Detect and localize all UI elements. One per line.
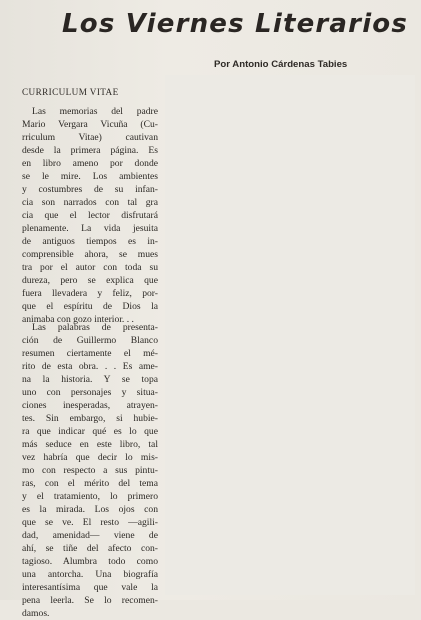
- text-line: que el espíritu de Dios la: [22, 301, 158, 312]
- text-line: ahí, se tiñe del afecto con-: [22, 543, 158, 554]
- text-line: comprensible ahora, se mues: [22, 249, 158, 260]
- text-line: rriculum Vitae) cautivan: [22, 132, 158, 143]
- text-line: damos.: [22, 608, 50, 619]
- text-line: plenamente. La vida jesuita: [22, 223, 158, 234]
- text-line: rito de esta obra. . . Es ame-: [22, 361, 158, 372]
- text-line: se le mire. Los ambientes: [22, 171, 158, 182]
- text-line: ciones inesperadas, atrayen-: [22, 400, 158, 411]
- blank-column: [165, 75, 415, 595]
- text-line: Mario Vergara Vicuña (Cu-: [22, 119, 158, 130]
- paragraph-1: [22, 105, 158, 326]
- paragraph-2: [22, 321, 158, 620]
- text-line: en libro ameno por donde: [22, 158, 158, 169]
- author-byline: Por Antonio Cárdenas Tabies: [214, 59, 348, 70]
- text-line: pena leerla. Se lo recomen-: [22, 595, 158, 606]
- text-line: ción de Guillermo Blanco: [22, 335, 158, 346]
- text-line: resumen ciertamente el mé-: [22, 348, 158, 359]
- text-line: dureza, pero se explica que: [22, 275, 158, 286]
- text-line: tagioso. Alumbra todo como: [22, 556, 158, 567]
- text-line: mo con respecto a sus pintu-: [22, 465, 158, 476]
- text-line: vez habría que decir lo mis-: [22, 452, 158, 463]
- text-line: y el tratamiento, lo primero: [22, 491, 158, 502]
- text-line: y costumbres de su infan-: [22, 184, 158, 195]
- text-line: Las palabras de presenta-: [32, 322, 158, 333]
- text-line: cia que el lector disfrutará: [22, 210, 158, 221]
- text-line: una antorcha. Una biografía: [22, 569, 158, 580]
- text-line: fuera llevadera y feliz, por-: [22, 288, 158, 299]
- text-line: más seduce en este libro, tal: [22, 439, 158, 450]
- text-line: tes. Sin embargo, si hubie-: [22, 413, 158, 424]
- text-line: dad, amenidad— viene de: [22, 530, 158, 541]
- text-line: es la mirada. Los ojos con: [22, 504, 158, 515]
- text-line: cia son narrados con tal gra: [22, 197, 158, 208]
- text-line: tra por el autor con toda su: [22, 262, 158, 273]
- text-line: ra que indicar qué es lo que: [22, 426, 158, 437]
- page-title: Los Viernes Literarios: [62, 9, 409, 39]
- text-line: na la historia. Y se topa: [22, 374, 158, 385]
- text-line: de antiguos tiempos es in-: [22, 236, 158, 247]
- text-line: interesantísima que vale la: [22, 582, 158, 593]
- section-title: CURRICULUM VITAE: [22, 87, 119, 97]
- text-line: que se ve. El resto —agili-: [22, 517, 158, 528]
- text-line: uno con personajes y situa-: [22, 387, 158, 398]
- text-line: Las memorias del padre: [32, 106, 158, 117]
- text-line: animaba con gozo interior. . .: [22, 314, 134, 325]
- text-line: desde la primera página. Es: [22, 145, 158, 156]
- text-line: ras, con el mérito del tema: [22, 478, 158, 489]
